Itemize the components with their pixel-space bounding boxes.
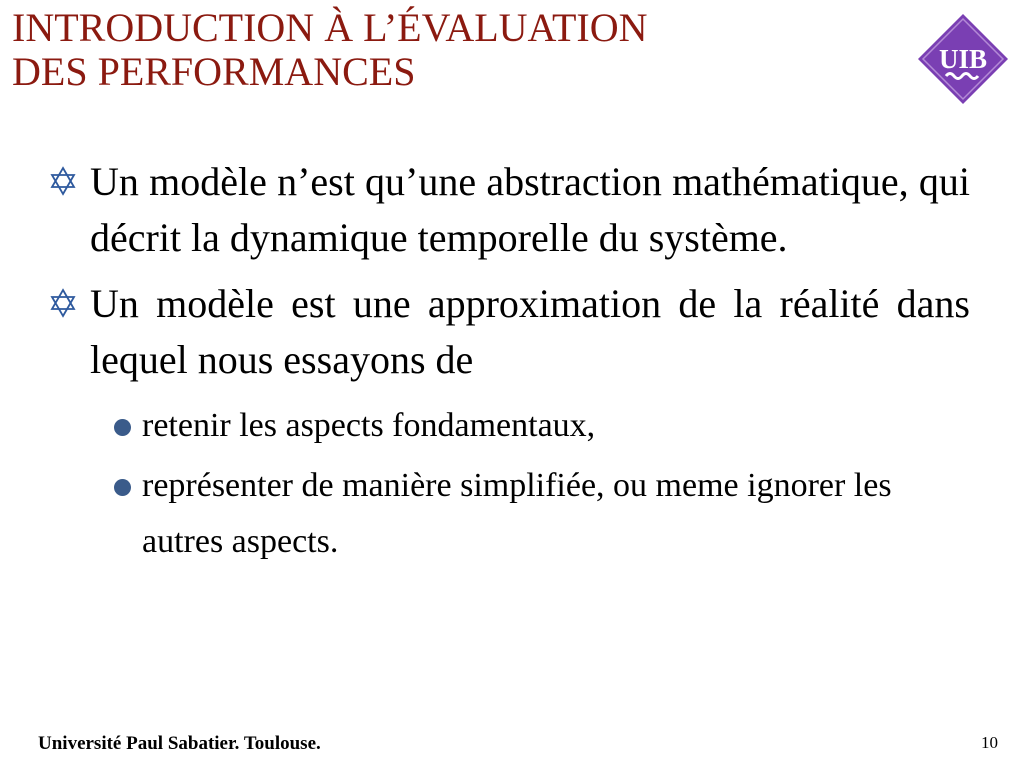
title-line-2: DES PERFORMANCES — [12, 49, 416, 94]
page-number: 10 — [981, 733, 998, 752]
bullet-1 — [48, 154, 970, 266]
star-of-david-icon — [48, 288, 78, 318]
slide-title — [12, 6, 872, 94]
sub-bullet-2 — [110, 458, 970, 570]
bullet-1-text: Un modèle n’est qu’une abstraction mathématique, qui décrit la dynamique temporelle du système. — [90, 159, 970, 260]
star-of-david-icon — [48, 166, 78, 196]
uib-logo — [916, 12, 1010, 106]
dot-icon — [114, 419, 131, 436]
bullet-2 — [48, 276, 970, 388]
bullet-2-text: Un modèle est une approximation de la réalité dans lequel nous essayons de — [90, 281, 970, 382]
sub-bullet-1-text: retenir les aspects fondamentaux, — [142, 407, 596, 444]
title-line-1: INTRODUCTION À L’ÉVALUATION — [12, 5, 648, 50]
slide-content — [48, 154, 970, 574]
dot-icon — [114, 479, 131, 496]
sub-bullet-1 — [110, 398, 970, 454]
logo-text: UIB — [938, 44, 988, 74]
footer-institution: Université Paul Sabatier. Toulouse. — [38, 733, 321, 754]
sub-bullet-2-text: représenter de manière simplifiée, ou meme ignorer les autres aspects. — [142, 467, 892, 560]
